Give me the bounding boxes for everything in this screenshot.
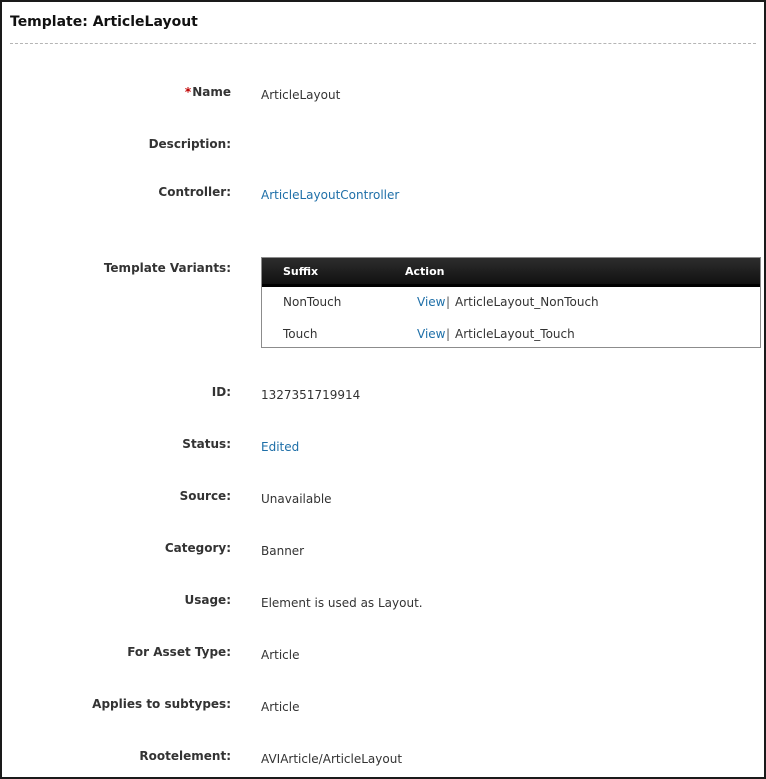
action-separator: | — [446, 327, 451, 341]
rootelement-label: Rootelement: — [139, 749, 231, 763]
description-label: Description: — [148, 137, 231, 151]
variant-template-name: ArticleLayout_Touch — [455, 327, 575, 341]
variant-template-name: ArticleLayout_NonTouch — [455, 295, 599, 309]
variant-row-nontouch — [262, 289, 760, 317]
template-variants-table — [261, 257, 761, 348]
id-label: ID: — [211, 385, 231, 399]
variant-row-touch — [262, 321, 760, 349]
action-separator: | — [446, 295, 451, 309]
controller-label: Controller: — [158, 185, 231, 199]
action-column-header: Action — [405, 265, 445, 278]
category-value: Banner — [261, 544, 305, 558]
id-value: 1327351719914 — [261, 388, 361, 402]
suffix-column-header: Suffix — [283, 265, 319, 278]
variant-suffix: Touch — [283, 327, 318, 341]
source-label: Source: — [179, 489, 231, 503]
title-divider — [10, 43, 756, 44]
rootelement-value: AVIArticle/ArticleLayout — [261, 752, 403, 766]
usage-label: Usage: — [184, 593, 231, 607]
controller-link[interactable]: ArticleLayoutController — [261, 188, 400, 202]
usage-value: Element is used as Layout. — [261, 596, 423, 610]
name-value: ArticleLayout — [261, 88, 341, 102]
for-asset-type-value: Article — [261, 648, 300, 662]
category-label: Category: — [164, 541, 231, 555]
name-label-text: Name — [192, 85, 231, 99]
variants-table-header — [262, 258, 760, 287]
status-link[interactable]: Edited — [261, 440, 300, 454]
for-asset-type-label: For Asset Type: — [127, 645, 231, 659]
required-marker: * — [184, 85, 192, 99]
view-link[interactable]: View — [417, 327, 446, 341]
applies-to-subtypes-value: Article — [261, 700, 300, 714]
status-label: Status: — [182, 437, 231, 451]
variant-suffix: NonTouch — [283, 295, 342, 309]
template-variants-label: Template Variants: — [103, 261, 231, 275]
name-label — [2, 85, 231, 99]
source-value: Unavailable — [261, 492, 332, 506]
view-link[interactable]: View — [417, 295, 446, 309]
page-title: Template: ArticleLayout — [10, 14, 198, 30]
applies-to-subtypes-label: Applies to subtypes: — [92, 697, 231, 711]
